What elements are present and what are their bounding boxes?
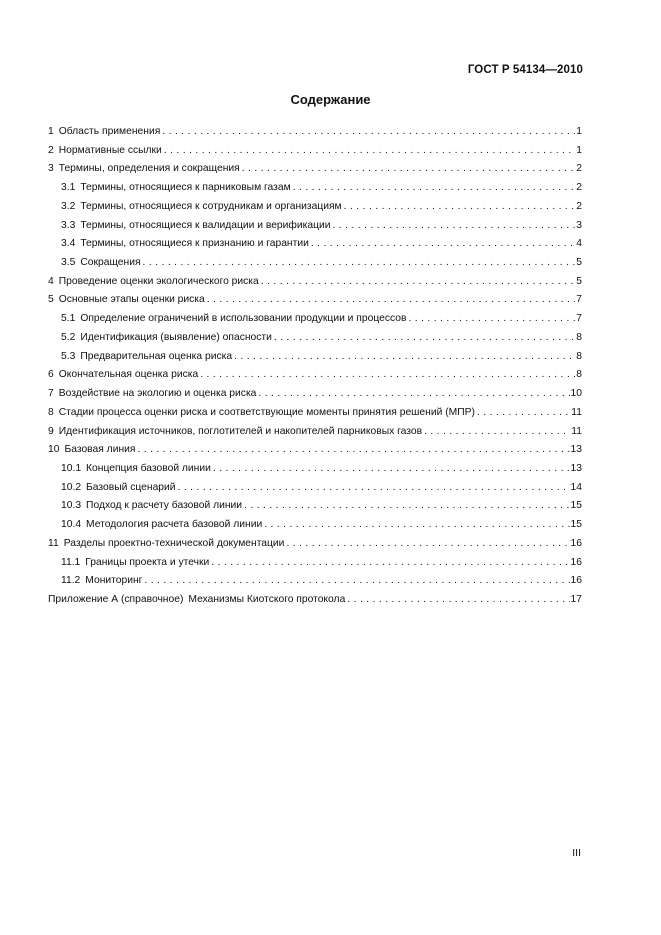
toc-entry-title: Мониторинг — [85, 575, 143, 587]
dot-leader — [213, 460, 570, 479]
toc-entry-title: Базовый сценарий — [86, 481, 176, 493]
toc-entry-title: Область применения — [58, 126, 161, 137]
dot-leader — [143, 254, 576, 273]
toc-entry[interactable] — [48, 235, 582, 254]
toc-entry-number: 8 — [48, 406, 54, 418]
dot-leader — [144, 572, 569, 591]
toc-entry-page: 16 — [570, 556, 582, 568]
toc-entry[interactable] — [48, 198, 582, 217]
toc-entry-page: 16 — [570, 575, 582, 587]
toc-entry[interactable] — [48, 291, 582, 310]
toc-entry[interactable] — [48, 516, 582, 535]
toc-entry-title: Основные этапы оценки риска — [58, 294, 205, 306]
toc-entry-page: 14 — [570, 481, 582, 493]
toc-entry[interactable] — [48, 497, 582, 516]
toc-entry-number: 4 — [48, 275, 54, 287]
dot-leader — [311, 235, 575, 254]
toc-entry-page: 15 — [570, 519, 582, 531]
dot-leader — [200, 366, 575, 385]
toc-entry-page: 16 — [570, 537, 582, 549]
toc-entry[interactable] — [48, 348, 582, 367]
page-number: III — [572, 847, 581, 859]
toc-entry-title: Подход к расчету базовой линии — [86, 500, 243, 512]
toc-entry-page: 11 — [571, 406, 582, 418]
toc-entry-title: Стадии процесса оценки риска и соответствующие моменты принятия решений (МПР) — [58, 406, 475, 418]
toc-entry[interactable] — [48, 423, 582, 442]
toc-entry-number: 10.3 — [61, 500, 82, 512]
toc-entry-title: Сокращения — [80, 257, 141, 269]
toc-entry[interactable] — [48, 572, 582, 591]
dot-leader — [274, 329, 575, 348]
toc-entry-page: 4 — [576, 238, 582, 250]
dot-leader — [344, 198, 576, 217]
toc-entry-page: 17 — [570, 593, 582, 605]
toc-entry[interactable] — [48, 591, 582, 610]
toc-entry-title: Нормативные ссылки — [58, 144, 162, 156]
toc-entry-page: 2 — [576, 163, 582, 175]
toc-entry[interactable] — [48, 217, 582, 236]
toc-entry-title: Определение ограничений в использовании продукции и процессов — [80, 313, 407, 325]
toc-entry-number: 11 — [48, 537, 59, 549]
toc-entry-page: 11 — [571, 425, 582, 437]
dot-leader — [178, 479, 570, 498]
toc-entry-title: Базовая линия — [64, 444, 136, 456]
toc-entry-page: 7 — [576, 294, 582, 306]
toc-entry-title: Идентификация источников, поглотителей и накопителей парниковых газов — [58, 425, 423, 437]
dot-leader — [137, 441, 569, 460]
toc-entry-page: 5 — [576, 275, 582, 287]
toc-entry-page: 1 — [576, 126, 582, 137]
toc-entry[interactable] — [48, 404, 582, 423]
dot-leader — [244, 497, 569, 516]
toc-entry[interactable] — [48, 179, 582, 198]
toc-entry-title: Термины, определения и сокращения — [58, 163, 240, 175]
table-of-contents — [48, 123, 582, 610]
toc-entry-title: Методология расчета базовой линии — [86, 519, 263, 531]
toc-entry-number: 5 — [48, 294, 54, 306]
toc-entry-number: 9 — [48, 425, 54, 437]
toc-entry-number: 5.1 — [61, 313, 76, 325]
dot-leader — [261, 273, 576, 292]
dot-leader — [286, 535, 569, 554]
toc-entry-page: 5 — [576, 257, 582, 269]
toc-entry[interactable] — [48, 385, 582, 404]
toc-entry-page: 8 — [576, 350, 582, 362]
toc-entry-title: Разделы проектно-технической документации — [63, 537, 285, 549]
toc-entry-page: 10 — [570, 388, 582, 400]
dot-leader — [347, 591, 569, 610]
toc-entry-title: Воздействие на экологию и оценка риска — [58, 388, 257, 400]
toc-entry-page: 8 — [576, 369, 582, 381]
toc-entry-title: Идентификация (выявление) опасности — [80, 331, 272, 343]
toc-entry[interactable] — [48, 123, 582, 142]
dot-leader — [264, 516, 569, 535]
toc-entry-number: 1 — [48, 126, 54, 137]
toc-entry[interactable] — [48, 460, 582, 479]
toc-entry-title: Термины, относящиеся к сотрудникам и организациям — [80, 200, 342, 212]
dot-leader — [408, 310, 575, 329]
toc-entry-number: 3.2 — [61, 200, 76, 212]
toc-entry-page: 3 — [576, 219, 582, 231]
toc-entry-page: 8 — [576, 331, 582, 343]
toc-entry-number: 10.4 — [61, 519, 82, 531]
toc-entry[interactable] — [48, 273, 582, 292]
toc-entry-number: Приложение А (справочное) — [48, 593, 184, 605]
toc-entry-number: 10.1 — [61, 462, 82, 474]
dot-leader — [332, 217, 575, 236]
toc-entry[interactable] — [48, 160, 582, 179]
toc-entry-title: Предварительная оценка риска — [80, 350, 233, 362]
toc-entry-number: 5.2 — [61, 331, 76, 343]
toc-entry-number: 2 — [48, 144, 54, 156]
toc-entry[interactable] — [48, 254, 582, 273]
dot-leader — [477, 404, 570, 423]
toc-entry-number: 3.4 — [61, 238, 76, 250]
toc-entry[interactable] — [48, 329, 582, 348]
toc-entry-page: 13 — [570, 444, 582, 456]
dot-leader — [211, 554, 569, 573]
toc-entry-page: 7 — [576, 313, 582, 325]
toc-entry[interactable] — [48, 554, 582, 573]
toc-entry-title: Проведение оценки экологического риска — [58, 275, 259, 287]
standard-designation: ГОСТ Р 54134—2010 — [467, 64, 583, 76]
toc-entry-title: Термины, относящиеся к парниковым газам — [80, 182, 291, 194]
toc-entry-page: 2 — [576, 182, 582, 194]
toc-entry-number: 3.5 — [61, 257, 76, 269]
toc-entry-number: 7 — [48, 388, 54, 400]
dot-leader — [162, 123, 575, 142]
toc-entry-page: 1 — [576, 144, 582, 156]
toc-entry[interactable] — [48, 535, 582, 554]
toc-entry[interactable] — [48, 142, 582, 161]
toc-entry-number: 3 — [48, 163, 54, 175]
toc-entry[interactable] — [48, 441, 582, 460]
dot-leader — [293, 179, 576, 198]
toc-entry-title: Границы проекта и утечки — [85, 556, 210, 568]
toc-entry-title: Механизмы Киотского протокола — [188, 593, 346, 605]
toc-entry-number: 5.3 — [61, 350, 76, 362]
toc-entry-page: 13 — [570, 462, 582, 474]
toc-entry[interactable] — [48, 479, 582, 498]
toc-entry-number: 11.1 — [61, 556, 81, 568]
toc-entry-title: Термины, относящиеся к признанию и гарантии — [80, 238, 309, 250]
toc-entry-title: Термины, относящиеся к валидации и верификации — [80, 219, 331, 231]
toc-entry-number: 10 — [48, 444, 60, 456]
dot-leader — [242, 160, 576, 179]
toc-entry-page: 2 — [576, 200, 582, 212]
toc-entry-title: Концепция базовой линии — [86, 462, 211, 474]
toc-entry[interactable] — [48, 366, 582, 385]
page-title: Содержание — [290, 92, 371, 107]
dot-leader — [234, 348, 575, 367]
toc-entry-number: 3.1 — [61, 182, 76, 194]
dot-leader — [258, 385, 569, 404]
dot-leader — [424, 423, 570, 442]
toc-entry-number: 10.2 — [61, 481, 82, 493]
dot-leader — [207, 291, 575, 310]
toc-entry-number: 11.2 — [61, 575, 81, 587]
toc-entry-number: 6 — [48, 369, 54, 381]
toc-entry-title: Окончательная оценка риска — [58, 369, 199, 381]
toc-entry-number: 3.3 — [61, 219, 76, 231]
dot-leader — [164, 142, 575, 161]
toc-entry[interactable] — [48, 310, 582, 329]
toc-entry-page: 15 — [570, 500, 582, 512]
